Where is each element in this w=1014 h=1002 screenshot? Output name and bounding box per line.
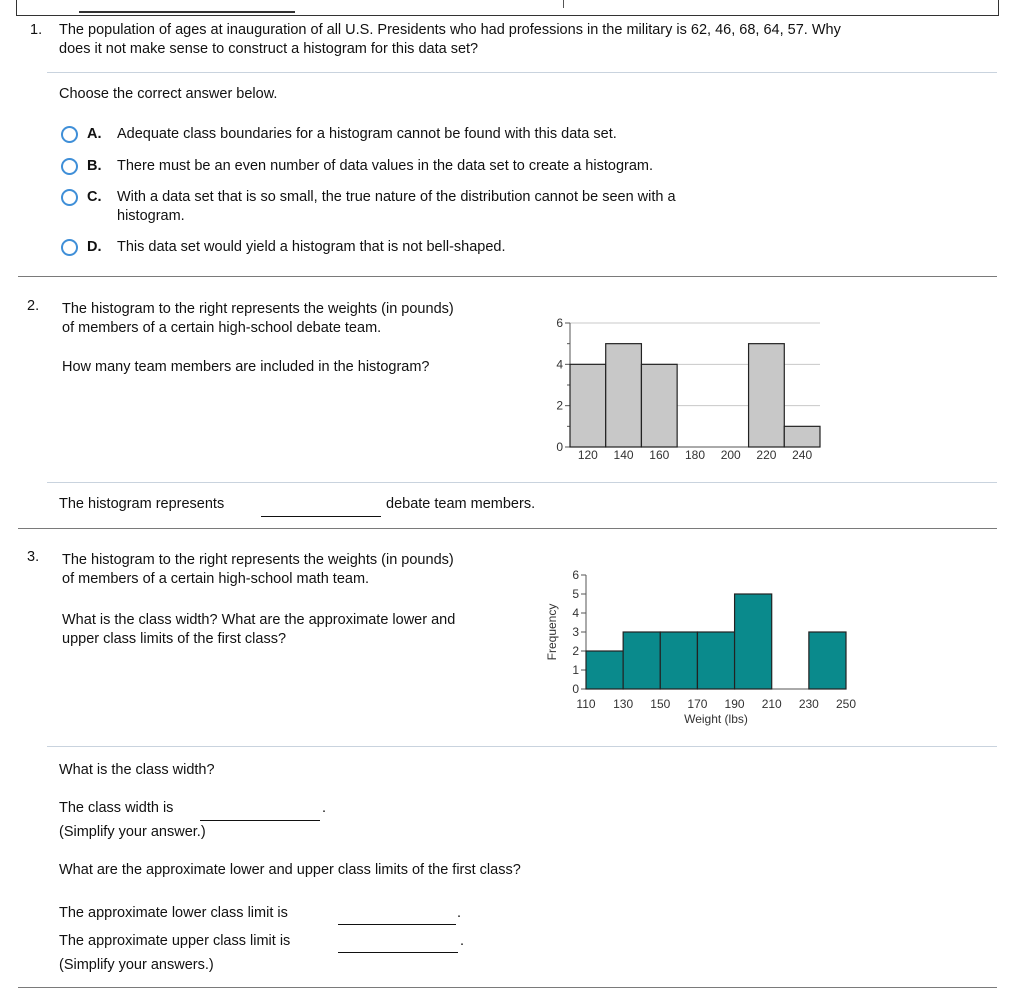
q3-simplify-many: (Simplify your answers.)	[59, 957, 214, 973]
x-tick-label: 120	[577, 448, 598, 462]
q3-lower-period: .	[457, 905, 462, 921]
q2-subdivider	[47, 482, 997, 483]
q1-option-c[interactable]	[87, 189, 676, 224]
y-tick-label: 2	[556, 398, 563, 413]
y-tick-label: 1	[572, 663, 579, 677]
histogram-bar	[735, 594, 772, 689]
q3-prompt-line1: The histogram to the right represents the weights (in pounds)	[62, 552, 454, 568]
histogram-bar	[641, 364, 677, 447]
q2-answer-suffix: debate team members.	[386, 496, 536, 512]
divider-q1-q2	[18, 276, 997, 277]
q2-prompt-line2: of members of a certain high-school debate team.	[62, 320, 382, 336]
histogram-bar	[784, 426, 820, 447]
histogram-bar	[623, 632, 660, 689]
q3-part1-question: What is the class width?	[59, 762, 215, 778]
q3-simplify-one: (Simplify your answer.)	[59, 824, 206, 840]
histogram-bar	[586, 651, 623, 689]
histogram-bar	[809, 632, 846, 689]
frame-underline	[79, 11, 295, 13]
q3-question-line2: upper class limits of the first class?	[62, 631, 287, 647]
q1-option-d-letter: D.	[87, 239, 102, 255]
q1-option-d[interactable]	[87, 239, 506, 255]
q2-prompt-line1: The histogram to the right represents the weights (in pounds)	[62, 301, 454, 317]
q3-lower-prefix: The approximate lower class limit is	[59, 905, 288, 921]
q3-upper-blank[interactable]	[338, 952, 458, 953]
q2-answer-blank[interactable]	[261, 516, 381, 517]
y-tick-label: 6	[556, 316, 563, 330]
y-axis-title: Frequency	[545, 603, 559, 661]
histogram-bar	[660, 632, 697, 689]
q1-prompt-line1: The population of ages at inauguration of all U.S. Presidents who had professions in the military is 62, 46, 68, 64, 57. Why	[59, 22, 841, 38]
q3-class-width-prefix: The class width is	[59, 800, 174, 816]
x-tick-label: 220	[756, 448, 777, 462]
q1-option-b[interactable]	[87, 158, 654, 174]
x-tick-label: 190	[724, 697, 745, 711]
x-tick-label: 160	[649, 448, 670, 462]
q1-option-b-radio[interactable]	[61, 158, 78, 175]
x-tick-label: 180	[684, 448, 706, 462]
q1-option-a-text: Adequate class boundaries for a histogram cannot be found with this data set.	[117, 126, 617, 142]
q1-number: 1.	[30, 22, 43, 38]
q1-option-a[interactable]	[87, 126, 617, 142]
y-tick-label: 3	[572, 625, 579, 639]
histogram-bar	[697, 632, 734, 689]
x-tick-label: 250	[835, 697, 857, 711]
q1-option-a-letter: A.	[87, 126, 102, 142]
q1-option-c-radio[interactable]	[61, 189, 78, 206]
q1-option-b-letter: B.	[87, 158, 102, 174]
x-tick-label: 230	[798, 697, 819, 711]
q1-option-c-text2: histogram.	[117, 208, 185, 224]
q1-prompt-line2: does it not make sense to construct a histogram for this data set?	[59, 41, 479, 57]
y-tick-label: 2	[572, 644, 579, 658]
q3-class-width-period: .	[322, 800, 327, 816]
x-tick-label: 140	[613, 448, 634, 462]
q3-upper-period: .	[460, 933, 465, 949]
q3-upper-prefix: The approximate upper class limit is	[59, 933, 291, 949]
q3-prompt-line2: of members of a certain high-school math team.	[62, 571, 370, 587]
x-axis-title: Weight (lbs)	[684, 712, 748, 726]
q3-question-line1: What is the class width? What are the approximate lower and	[62, 612, 456, 628]
y-tick-label: 4	[556, 357, 563, 372]
q3-number: 3.	[27, 549, 40, 565]
q1-option-d-text: This data set would yield a histogram that is not bell-shaped.	[117, 239, 506, 255]
divider-q2-q3	[18, 528, 997, 529]
q1-instruction: Choose the correct answer below.	[59, 86, 278, 102]
q2-question: How many team members are included in the histogram?	[62, 359, 430, 375]
q3-lower-blank[interactable]	[338, 924, 456, 925]
q3-part2-question: What are the approximate lower and upper class limits of the first class?	[59, 862, 521, 878]
x-tick-label: 130	[613, 697, 634, 711]
x-tick-label: 170	[687, 697, 708, 711]
histogram-bar	[749, 344, 785, 447]
q1-option-b-text: There must be an even number of data values in the data set to create a histogram.	[117, 158, 654, 174]
y-tick-label: 4	[572, 606, 579, 620]
previous-question-frame	[16, 0, 999, 16]
q1-option-a-radio[interactable]	[61, 126, 78, 143]
frame-tick	[563, 0, 564, 8]
q1-option-c-letter: C.	[87, 189, 102, 205]
x-tick-label: 240	[792, 448, 813, 462]
x-tick-label: 150	[650, 697, 671, 711]
y-tick-label: 5	[572, 587, 579, 601]
q1-option-d-radio[interactable]	[61, 239, 78, 256]
y-tick-label: 0	[572, 682, 579, 696]
q3-class-width-blank[interactable]	[200, 820, 320, 821]
y-tick-label: 0	[556, 440, 563, 454]
q3-subdivider	[47, 746, 997, 747]
q1-option-c-text: With a data set that is so small, the true nature of the distribution cannot be seen with a	[117, 189, 676, 205]
divider-bottom	[18, 987, 997, 988]
x-tick-label: 210	[761, 697, 782, 711]
histogram-bar	[570, 364, 606, 447]
q2-number: 2.	[27, 298, 40, 314]
x-tick-label: 110	[576, 697, 596, 711]
debate-histogram	[540, 314, 830, 466]
math-histogram	[540, 566, 870, 736]
q2-answer-prefix: The histogram represents	[59, 496, 225, 512]
q1-subdivider	[47, 72, 997, 73]
x-tick-label: 200	[720, 448, 741, 462]
y-tick-label: 6	[572, 568, 579, 582]
histogram-bar	[606, 344, 642, 447]
